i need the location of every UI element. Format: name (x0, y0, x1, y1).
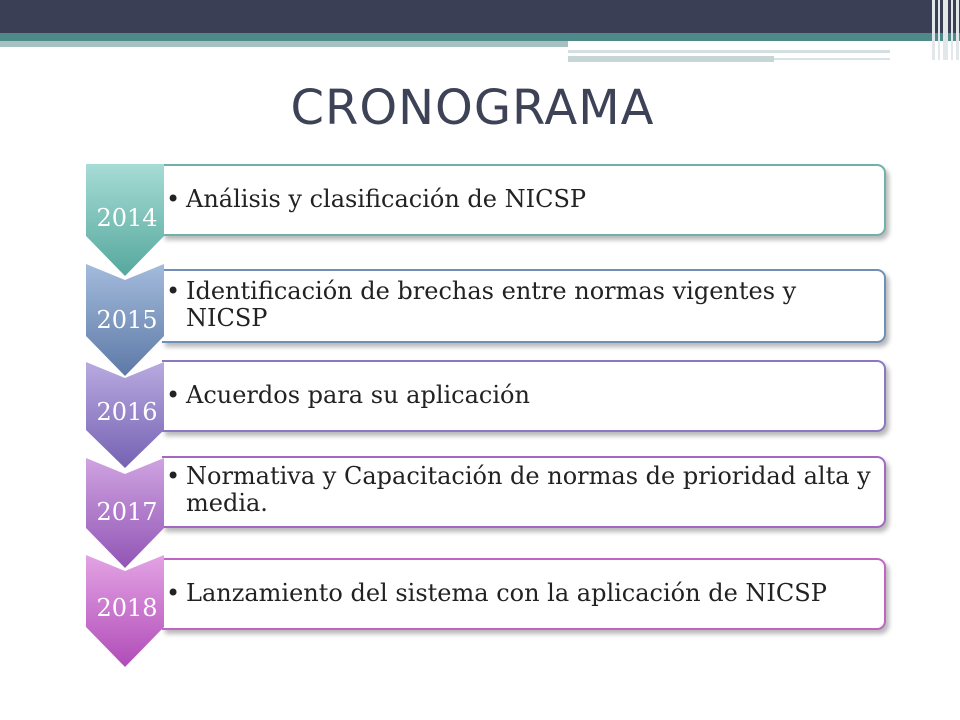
timeline-card-2015 (162, 269, 886, 343)
bullet-icon: • (166, 579, 181, 607)
timeline-item-text: Acuerdos para su aplicación (186, 381, 530, 409)
timeline-card-2014 (162, 164, 886, 236)
page-title: CRONOGRAMA (290, 80, 655, 136)
bullet-icon: • (166, 185, 181, 213)
bullet-icon: • (166, 277, 181, 305)
timeline-item-text: Identificación de brechas entre normas vigentes y NICSP (186, 277, 797, 332)
timeline-item-text: Análisis y clasificación de NICSP (186, 185, 587, 213)
timeline-card-2016 (162, 360, 886, 432)
bullet-icon: • (166, 462, 181, 490)
timeline-card-2017 (162, 456, 886, 528)
timeline-year: 2016 (96, 398, 158, 426)
bullet-icon: • (166, 381, 181, 409)
timeline-item-text: Normativa y Capacitación de normas de prioridad alta y media. (186, 462, 871, 517)
timeline-item-text: Lanzamiento del sistema con la aplicación de NICSP (186, 579, 827, 607)
timeline-year: 2017 (96, 498, 158, 526)
timeline-year: 2014 (96, 204, 158, 232)
timeline-card-2018 (162, 558, 886, 630)
timeline-year: 2015 (96, 306, 158, 334)
timeline-year: 2018 (96, 594, 158, 622)
